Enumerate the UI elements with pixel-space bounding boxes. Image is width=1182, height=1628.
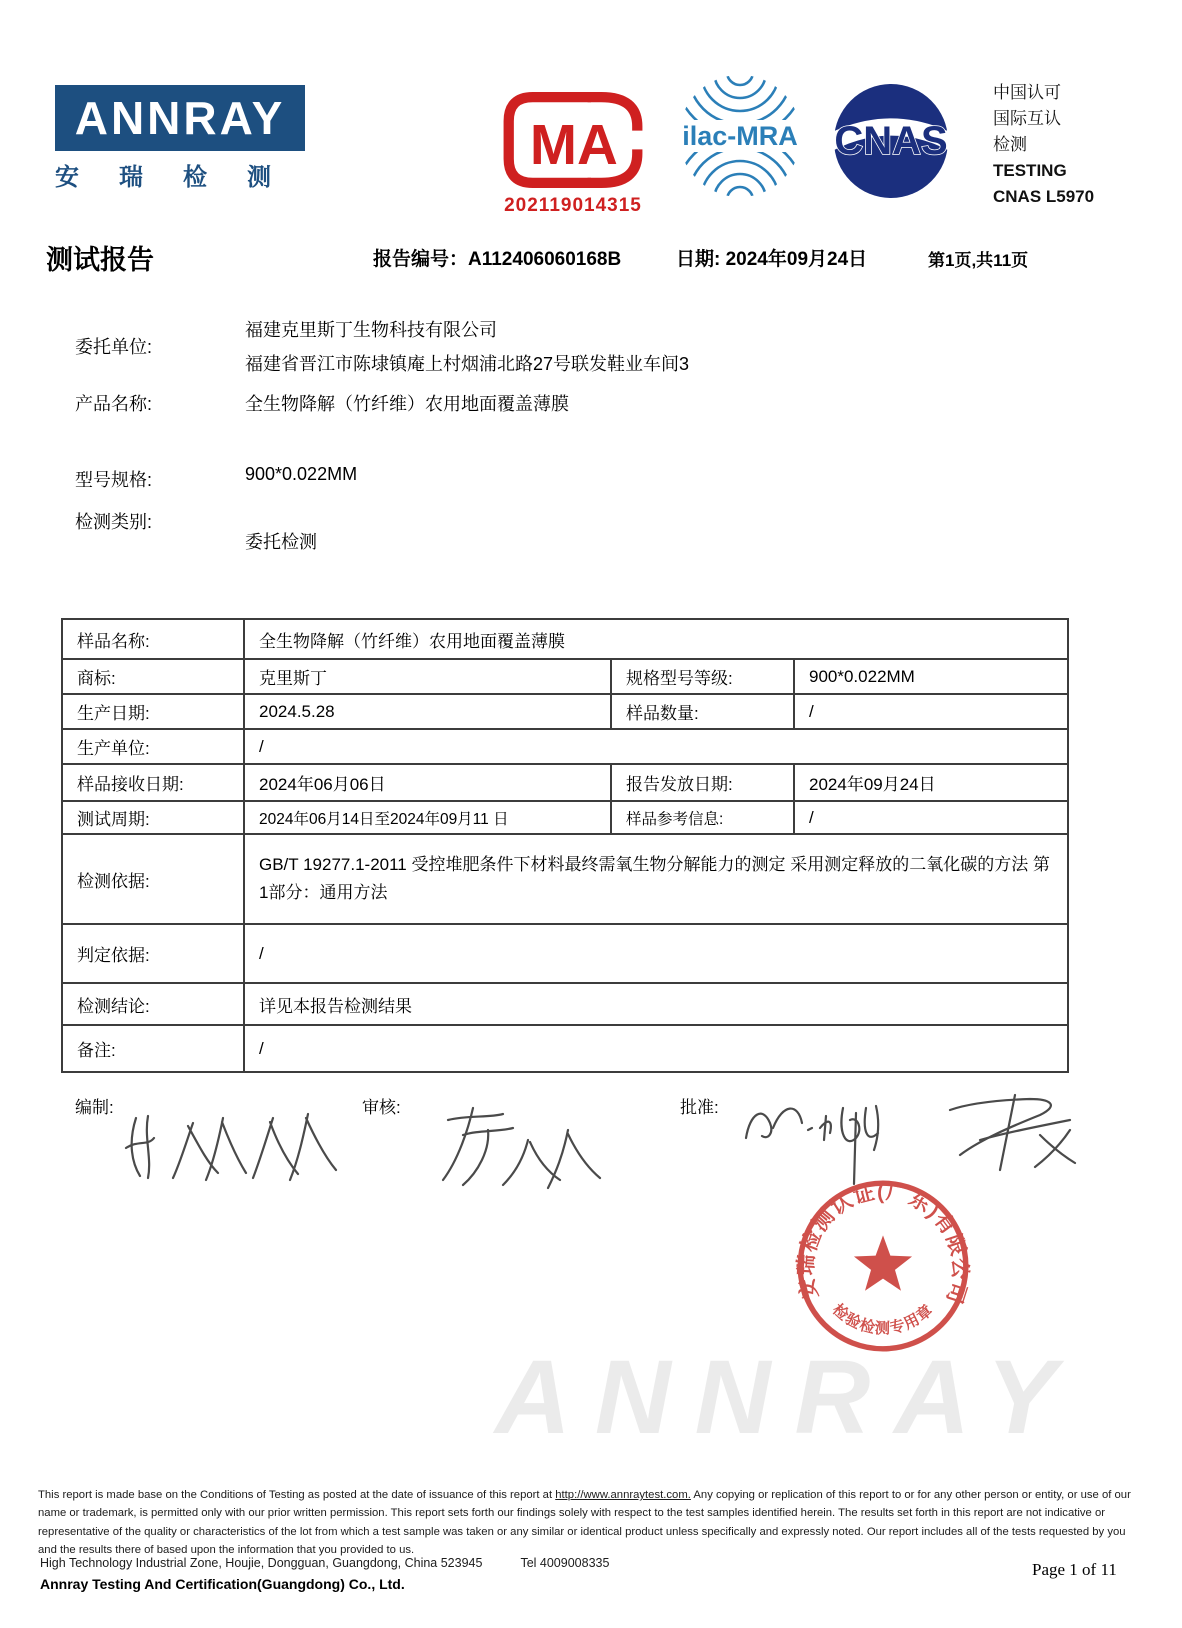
table-cell-label: 规格型号等级: (612, 660, 795, 695)
annray-logo-text: ANNRAY (74, 92, 286, 144)
cnas-icon (816, 80, 966, 202)
client-name: 福建克里斯丁生物科技有限公司 (245, 320, 497, 340)
accreditation-line: 国际互认 (993, 109, 1061, 128)
table-cell-label: 备注: (63, 1026, 245, 1071)
approved-by-signature-1 (738, 1078, 928, 1188)
table-cell-value: 2024年06月14日至2024年09月11 日 (245, 802, 612, 835)
table-row (63, 730, 1067, 765)
table-cell-label: 生产日期: (63, 695, 245, 730)
company-name: Annray Testing And Certification(Guangdong) Co., Ltd. (40, 1576, 405, 1592)
model-spec-value: 900*0.022MM (245, 464, 358, 484)
table-cell-value: GB/T 19277.1-2011 受控堆肥条件下材料最终需氧生物分解能力的测定 采用测定释放的二氧化碳的方法 第1部分：通用方法 (245, 835, 1067, 925)
cnas-text: CNAS (834, 119, 948, 163)
prepared-by-label: 编制: (75, 1098, 114, 1117)
approved-by-signature-2 (920, 1085, 1090, 1175)
stamp-bottom-text: 检验检测专用章 (828, 1301, 936, 1338)
accreditation-line: CNAS L5970 (993, 187, 1095, 206)
prepared-by-signature (118, 1088, 348, 1188)
table-cell-label: 商标: (63, 660, 245, 695)
ilac-mra-text: ilac-MRA (682, 121, 798, 151)
svg-text:检验检测专用章 (829, 1300, 936, 1337)
table-row (63, 835, 1067, 925)
table-cell-value: / (245, 730, 1067, 765)
table-cell-label: 样品数量: (612, 695, 795, 730)
ilac-mra-mark (670, 70, 810, 207)
client-label: 委托单位: (75, 337, 153, 357)
table-cell-value: / (795, 802, 1067, 835)
product-name-label: 产品名称: (75, 394, 153, 414)
annray-logo (55, 85, 311, 192)
table-row (63, 765, 1067, 802)
cma-mark (490, 92, 656, 217)
accreditation-line: 检测 (993, 135, 1027, 154)
footer-address-row (40, 1556, 609, 1570)
accreditation-block (993, 80, 1094, 210)
accreditation-line: TESTING (993, 161, 1067, 180)
table-cell-value: 2024年09月24日 (795, 765, 1067, 802)
stamp-top-text: 安瑞检测认证(广东)有限公司 (794, 1180, 972, 1307)
company-address: High Technology Industrial Zone, Houjie, Dongguan, Guangdong, China 523945 (40, 1556, 483, 1570)
table-cell-label: 判定依据: (63, 925, 245, 984)
accreditation-line: 中国认可 (993, 83, 1061, 102)
test-category-value: 委托检测 (245, 532, 317, 552)
cma-icon (490, 92, 656, 188)
approved-by-label: 批准: (680, 1098, 719, 1117)
table-cell-value: 克里斯丁 (245, 660, 612, 695)
table-row (63, 695, 1067, 730)
footer-disclaimer (38, 1486, 1143, 1559)
table-cell-label: 样品参考信息: (612, 802, 795, 835)
product-name-value: 全生物降解（竹纤维）农用地面覆盖薄膜 (245, 394, 569, 414)
table-row (63, 802, 1067, 835)
annray-logo-subtitle: 安瑞检测 (55, 164, 311, 191)
table-cell-value: / (259, 1038, 264, 1058)
ilac-mra-icon (670, 70, 810, 202)
sample-info-table (61, 618, 1069, 1073)
model-spec-label: 型号规格: (75, 470, 153, 490)
table-row (63, 1026, 1067, 1071)
report-number: 报告编号：A112406060168B (373, 249, 622, 270)
table-cell-label: 检测依据: (63, 835, 245, 925)
page-title: 测试报告 (46, 245, 154, 275)
table-cell-value: / (795, 695, 1067, 730)
table-row (63, 925, 1067, 984)
stamp-star (854, 1235, 912, 1290)
cma-number: 202119014315 (504, 195, 642, 216)
cma-letters: MA (529, 113, 618, 176)
annray-watermark: ANNRAY (495, 1339, 1081, 1456)
client-address: 福建省晋江市陈埭镇庵上村烟浦北路27号联发鞋业车间3 (245, 354, 690, 374)
table-cell-value: 2024.5.28 (245, 695, 612, 730)
company-stamp (793, 1176, 973, 1356)
table-row (63, 660, 1067, 695)
table-cell-value: 全生物降解（竹纤维）农用地面覆盖薄膜 (245, 620, 1067, 660)
annray-logo-box (55, 85, 305, 151)
cnas-mark (816, 80, 966, 207)
table-cell-label: 测试周期: (63, 802, 245, 835)
table-cell-value: / (245, 925, 1067, 984)
table-cell-value: 详见本报告检测结果 (245, 984, 1067, 1026)
table-row (63, 984, 1067, 1026)
reviewed-by-signature (418, 1100, 618, 1190)
table-cell-label: 样品接收日期: (63, 765, 245, 802)
table-cell-value: 2024年06月06日 (245, 765, 612, 802)
reviewed-by-label: 审核: (362, 1098, 401, 1117)
table-cell-label: 报告发放日期: (612, 765, 795, 802)
disclaimer-text: This report is made base on the Conditions of Testing as posted at the date of issuance of this report at (38, 1489, 556, 1501)
company-phone: Tel 4009008335 (520, 1556, 610, 1570)
report-date: 日期: 2024年09月24日 (676, 249, 868, 270)
table-cell-label: 检测结论: (63, 984, 245, 1026)
footer-page-number: Page 1 of 11 (1032, 1560, 1117, 1579)
annraytest-link[interactable]: http://www.annraytest.com. (555, 1489, 691, 1501)
table-cell-label: 样品名称: (63, 620, 245, 660)
disclaimer-text: Any copying or replication of this report to or for any other person or entity, or use of our name or trademark, is permitted only with our prior written permission. This report sets forth our findings solely with respect to the test samples identified herein. The results set forth in this report are not indicative or representative of the quality or characteristics of the lot from which a test sample was taken or any similar or identical product unless specifically and expressly noted. Our report includes all of the tests requested by you and the results there of based upon the information that you provided to us. (38, 1489, 1131, 1556)
test-category-label: 检测类别: (75, 512, 153, 532)
table-cell-value: 900*0.022MM (795, 660, 1067, 695)
table-row (63, 620, 1067, 660)
page-indicator: 第1页,共11页 (928, 251, 1029, 270)
table-cell-label: 生产单位: (63, 730, 245, 765)
